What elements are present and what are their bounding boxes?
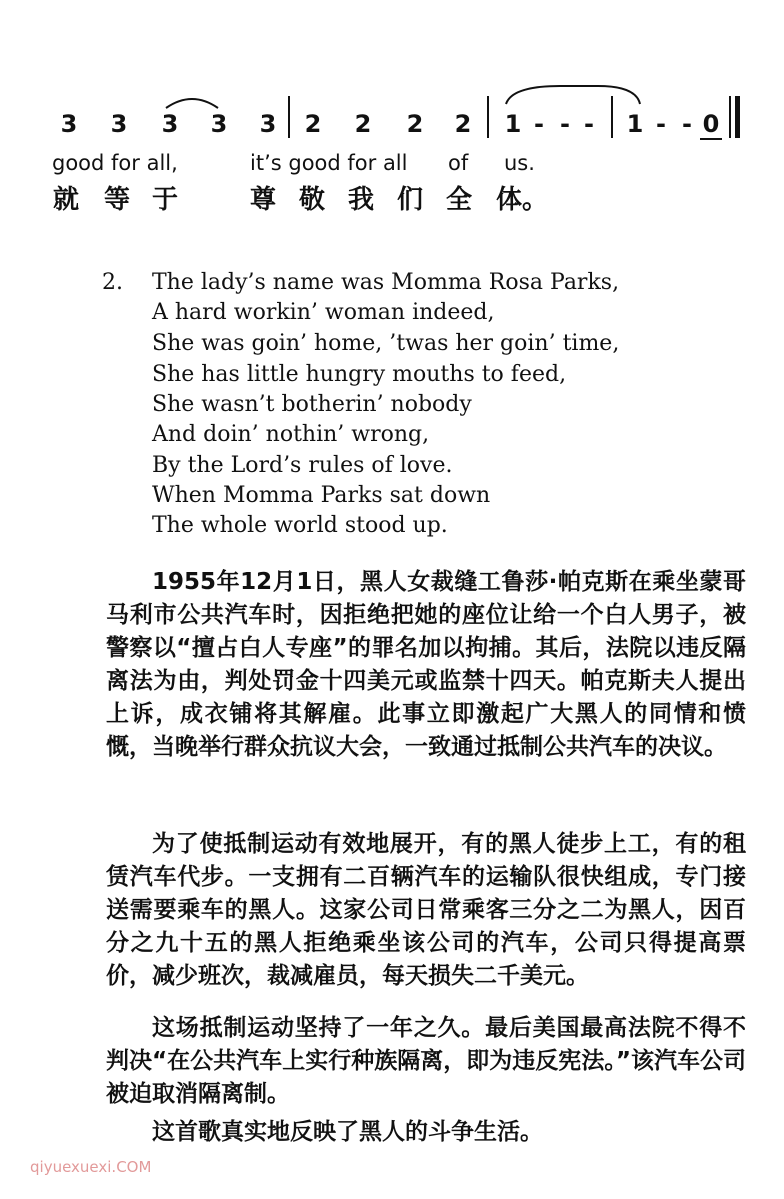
tie-1: [506, 86, 640, 104]
verse-line: When Momma Parks sat down: [152, 483, 491, 508]
note: -: [656, 110, 666, 138]
note: -: [560, 110, 570, 138]
verse-line: She was goin’ home, ’twas her goin’ time,: [152, 331, 620, 356]
lyric-en: good for all,: [52, 151, 178, 175]
verse-line: She has little hungry mouths to feed,: [152, 362, 567, 387]
lyric-cn: 体。: [496, 185, 549, 215]
verse-line: The lady’s name was Momma Rosa Parks,: [152, 270, 620, 295]
paragraph: 这首歌真实地反映了黑人的斗争生活。: [152, 1119, 543, 1145]
verse-line: By the Lord’s rules of love.: [152, 453, 453, 478]
note: 1: [504, 110, 522, 138]
score-slurs: [0, 0, 784, 120]
bar-line: [487, 96, 489, 138]
verse-line: The whole world stood up.: [152, 513, 448, 538]
paragraph: 这场抵制运动坚持了一年之久。最后美国最高法院不得不判决“在公共汽车上实行种族隔离，即为违反宪法。”该汽车公司被迫取消隔离制。: [106, 1015, 746, 1107]
verse-line: And doin’ nothin’ wrong,: [152, 422, 430, 447]
note-underline: [700, 138, 722, 140]
lyric-en: us.: [504, 151, 535, 175]
slur-1: [166, 99, 218, 108]
note: -: [682, 110, 692, 138]
lyric-en: of: [448, 151, 469, 175]
note: 2: [454, 110, 472, 138]
watermark: qiyuexuexi.COM: [30, 1158, 152, 1176]
paragraph: 为了使抵制运动有效地展开，有的黑人徒步上工，有的租赁汽车代步。一支拥有二百辆汽车的运输队很快组成，专门接送需要乘车的黑人。这家公司日常乘客三分之二为黑人，因百分之九十五的黑人拒绝乘坐该公司的汽车，公司只得提高票价，减少班次，裁减雇员，每天损失二千美元。: [106, 831, 746, 989]
note: 3: [60, 110, 78, 138]
verse-line: A hard workin’ woman indeed,: [152, 300, 495, 325]
note: 2: [354, 110, 372, 138]
note: 3: [259, 110, 277, 138]
final-bar-thick: [735, 96, 740, 138]
verse-number: 2.: [102, 270, 123, 295]
lyric-cn: 尊: [250, 185, 277, 215]
lyric-cn: 全: [446, 185, 473, 215]
note: -: [534, 110, 544, 138]
note: 2: [406, 110, 424, 138]
bar-line: [611, 96, 613, 138]
lyric-cn: 于: [152, 185, 179, 215]
note: 3: [210, 110, 228, 138]
verse-line: She wasn’t botherin’ nobody: [152, 392, 472, 417]
note: 3: [161, 110, 179, 138]
note: 2: [304, 110, 322, 138]
lyric-cn: 我: [348, 185, 375, 215]
lyric-en: it’s good for all: [250, 151, 408, 175]
bar-line: [288, 96, 290, 138]
note: 3: [110, 110, 128, 138]
lyric-cn: 就: [53, 185, 80, 215]
paragraph: 1955年12月1日，黑人女裁缝工鲁莎·帕克斯在乘坐蒙哥马利市公共汽车时，因拒绝把她的座位让给一个白人男子，被警察以“擅占白人专座”的罪名加以拘捕。其后，法院以违反隔离法为由，判处罚金十四美元或监禁十四天。帕克斯夫人提出上诉，成衣铺将其解雇。此事立即激起广大黑人的同情和愤慨，当晚举行群众抗议大会，一致通过抵制公共汽车的决议。: [106, 569, 746, 760]
note: -: [584, 110, 594, 138]
note: 1: [626, 110, 644, 138]
final-bar-thin: [729, 96, 731, 138]
note: 0: [702, 110, 720, 138]
lyric-cn: 等: [104, 185, 131, 215]
lyric-cn: 敬: [299, 185, 326, 215]
lyric-cn: 们: [397, 185, 424, 215]
